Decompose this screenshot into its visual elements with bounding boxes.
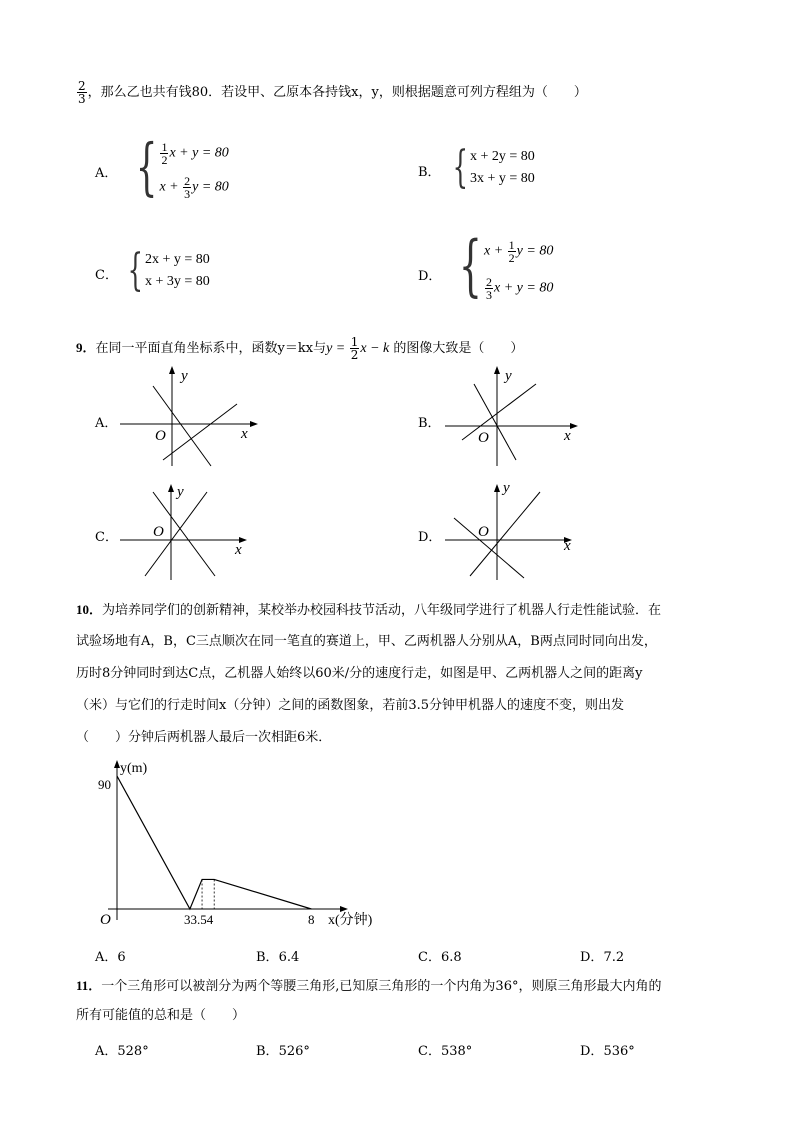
q8-option-b-eq2: 3x + y = 80 bbox=[470, 171, 535, 186]
q9-option-d-graph[interactable] bbox=[440, 478, 590, 583]
q10-line-3: 历时8分钟同时到达C点，乙机器人始终以60米/分的速度行走，如图是甲、乙两机器人之间的距离y bbox=[76, 666, 643, 681]
x-axis-label: x(分钟) bbox=[328, 913, 373, 928]
q10-line-2: 试验场地有A，B，C三点顺次在同一笔直的赛道上，甲、乙两机器人分别从A，B两点同时同向出发， bbox=[76, 634, 657, 649]
q10-option-d[interactable]: D．7.2 bbox=[580, 950, 625, 965]
q9-option-b-label[interactable]: B． bbox=[418, 416, 441, 431]
q8-option-d-system[interactable] bbox=[440, 227, 554, 307]
x-tick-8: 8 bbox=[308, 912, 315, 927]
y-axis-label: y bbox=[181, 368, 188, 384]
y-axis-label: y(m) bbox=[120, 761, 148, 776]
y-axis-label: y bbox=[503, 480, 510, 496]
q8-option-c-eq1: 2x + y = 80 bbox=[145, 252, 210, 267]
q8-option-a-system[interactable] bbox=[118, 130, 229, 204]
q8-option-d-label[interactable]: D． bbox=[418, 269, 442, 284]
y-axis-label: y bbox=[505, 368, 512, 384]
q11-line-2: 所有可能值的总和是（ ） bbox=[76, 1008, 246, 1023]
q8-option-b-system[interactable] bbox=[440, 142, 535, 193]
brace-icon: { bbox=[458, 227, 482, 304]
brace-icon: { bbox=[135, 130, 158, 203]
q8-option-d-eq2: $\frac{2}{3}$ x + y = 80 bbox=[486, 275, 554, 302]
q9-number: 9． bbox=[76, 340, 96, 355]
origin-label: O bbox=[478, 430, 489, 446]
brace-icon: { bbox=[127, 245, 143, 296]
q8-option-c-label[interactable]: C． bbox=[95, 268, 118, 283]
q10-line-5: （ ）分钟后两机器人最后一次相距6米． bbox=[76, 730, 332, 745]
q8-option-b-eq1: x + 2y = 80 bbox=[470, 149, 535, 164]
q10-distance-time-graph bbox=[80, 752, 400, 937]
x-axis-label: x bbox=[241, 426, 248, 442]
q10-option-b[interactable]: B．6.4 bbox=[256, 950, 300, 965]
q8-option-a-label[interactable]: A． bbox=[95, 166, 118, 181]
q11-line-1: 11．一个三角形可以被剖分为两个等腰三角形,已知原三角形的一个内角为36°，则原三角形最大内角的 bbox=[76, 978, 662, 994]
q8-option-d-eq1: x + $\frac{1}{2}$ y = 80 bbox=[484, 238, 554, 265]
x-axis-arrow bbox=[340, 906, 348, 912]
x-axis-label: x bbox=[564, 538, 571, 554]
q9-option-c-label[interactable]: C． bbox=[95, 530, 118, 545]
q10-option-a[interactable]: A．6 bbox=[95, 950, 126, 965]
q8-option-c-system[interactable] bbox=[115, 245, 210, 296]
origin-label: O bbox=[153, 524, 164, 540]
q9-stem-a: 在同一平面直角坐标系中，函数y＝kx与 bbox=[95, 341, 327, 356]
q11-number: 11． bbox=[76, 978, 102, 993]
x-axis-label: x bbox=[564, 428, 571, 444]
q9-option-d-label[interactable]: D． bbox=[418, 530, 442, 545]
q8-option-b-label[interactable]: B． bbox=[418, 165, 441, 180]
q10-line-1: 10．为培养同学们的创新精神，某校举办校园科技节活动，八年级同学进行了机器人行走性能试验．在 bbox=[76, 602, 662, 618]
origin-label: O bbox=[478, 524, 489, 540]
q8-option-c-eq2: x + 3y = 80 bbox=[145, 274, 210, 289]
y-axis-label: y bbox=[177, 484, 184, 500]
q9-option-c-graph[interactable] bbox=[115, 478, 265, 583]
q8-option-a-eq1: $\frac{1}{2}$ x + y = 80 bbox=[161, 139, 229, 167]
q11-option-d[interactable]: D．536° bbox=[580, 1044, 635, 1059]
q11-option-a[interactable]: A．528° bbox=[95, 1044, 149, 1059]
q8-option-a-eq2: x + $\frac{2}{3}$ y = 80 bbox=[159, 173, 229, 201]
brace-icon: { bbox=[452, 142, 468, 193]
x-tick-labels: 33.54 bbox=[184, 912, 214, 927]
q9-option-a-label[interactable]: A． bbox=[95, 416, 118, 431]
q8-stem-line bbox=[76, 80, 587, 105]
q9-stem-b: 的图像大致是（ ） bbox=[393, 341, 524, 356]
q10-number: 10． bbox=[76, 602, 103, 617]
origin-label: O bbox=[100, 912, 111, 928]
q8-fraction: $\frac{2}{3}$ bbox=[78, 79, 86, 106]
q10-option-c[interactable]: C．6.8 bbox=[418, 950, 462, 965]
q9-option-a-graph[interactable] bbox=[115, 360, 265, 470]
q9-option-b-graph[interactable] bbox=[440, 360, 590, 470]
q10-line-4: （米）与它们的行走时间x（分钟）之间的函数图象，若前3.5分钟甲机器人的速度不变，则出发 bbox=[76, 698, 625, 713]
q11-option-c[interactable]: C．538° bbox=[418, 1044, 473, 1059]
x-axis-label: x bbox=[235, 542, 242, 558]
q8-stem-text: ，那么乙也共有钱80．若设甲、乙原本各持钱x，y，则根据题意可列方程组为（ ） bbox=[87, 85, 587, 100]
y-tick-90: 90 bbox=[98, 777, 111, 792]
origin-label: O bbox=[155, 428, 166, 444]
q9-stem: 9．在同一平面直角坐标系中，函数y＝kx与y = $\frac{1}{2}$ x − k 的图像大致是（ ） bbox=[76, 335, 524, 362]
q11-option-b[interactable]: B．526° bbox=[256, 1044, 310, 1059]
